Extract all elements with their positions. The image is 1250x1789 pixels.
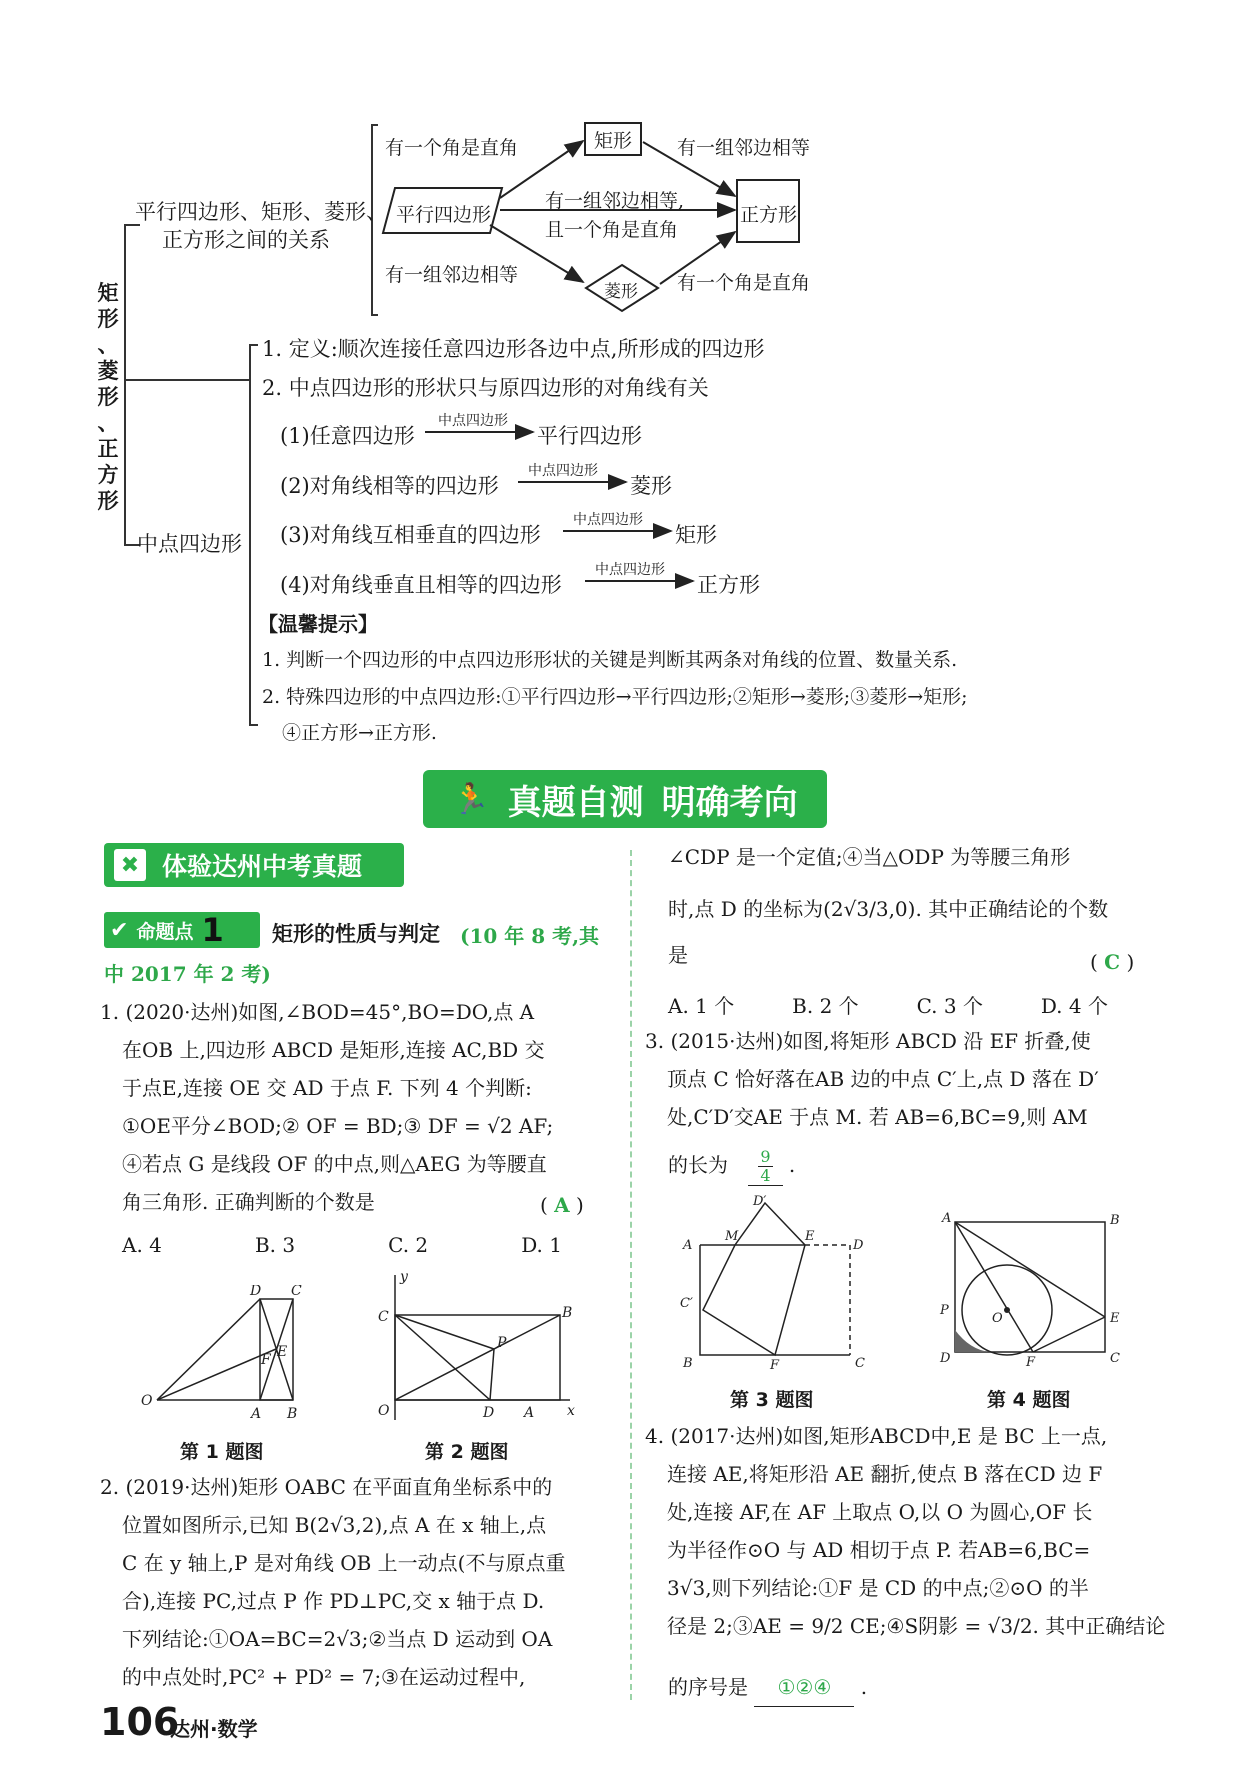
svg-text:y: y	[400, 1269, 408, 1285]
runner-icon: 🏃	[452, 781, 490, 817]
svg-text:E: E	[277, 1344, 288, 1360]
svg-text:C: C	[378, 1309, 389, 1325]
edge-para-rect-label: 有一个角是直角	[385, 137, 519, 159]
q1-option: D. 1	[521, 1233, 562, 1257]
q2-cont-line: 是	[668, 943, 688, 967]
topic-num: 1	[201, 911, 224, 949]
vchar: 矩	[97, 280, 119, 305]
figure-1	[135, 1285, 315, 1425]
svg-text:x: x	[567, 1403, 575, 1419]
fig2-caption: 第 2 题图	[425, 1441, 509, 1463]
q4-line: 4. (2017·达州)如图,矩形ABCD中,E 是 BC 上一点,	[645, 1424, 1108, 1448]
svg-text:A: A	[251, 1406, 262, 1422]
q4-line: 3√3,则下列结论:①F 是 CD 的中点;②⊙O 的半	[667, 1576, 1089, 1600]
column-divider	[630, 850, 632, 1700]
q2-line: 下列结论:①OA=BC=2√3;②当点 D 运动到 OA	[122, 1627, 553, 1651]
svg-text:E: E	[805, 1229, 815, 1244]
q1-options	[122, 1233, 562, 1257]
q1-text	[100, 993, 553, 1221]
q2-answer-letter: C	[1104, 950, 1121, 974]
svg-text:B: B	[683, 1356, 693, 1370]
q3-tail-text: 的长为	[668, 1153, 728, 1177]
case2-arrow-label: 中点四边形	[528, 463, 598, 479]
vchar: 、	[97, 332, 119, 357]
topic-badge	[104, 912, 260, 948]
q1-option: C. 2	[388, 1233, 429, 1257]
figure-2	[370, 1265, 580, 1425]
q2-line: 位置如图所示,已知 B(2√3,2),点 A 在 x 轴上,点	[122, 1513, 547, 1537]
q2-text	[100, 1468, 565, 1696]
q4-tail: 的序号是 ①②④ .	[668, 1668, 867, 1707]
section-banner	[423, 770, 827, 828]
svg-text:P: P	[940, 1303, 949, 1318]
fig4-caption: 第 4 题图	[987, 1389, 1071, 1411]
q1-line: 在OB 上,四边形 ABCD 是矩形,连接 AC,BD 交	[122, 1038, 545, 1062]
midpoint-definition: 1. 定义:顺次连接任意四边形各边中点,所形成的四边形	[262, 337, 765, 361]
fig3-caption: 第 3 题图	[730, 1389, 814, 1411]
case4-arrow-label: 中点四边形	[595, 562, 665, 578]
svg-text:D: D	[853, 1238, 864, 1253]
q2-option: B. 2 个	[792, 994, 859, 1018]
midpoint-title: 中点四边形	[137, 532, 242, 556]
q2-option: A. 1 个	[668, 994, 735, 1018]
svg-text:B: B	[1110, 1213, 1120, 1228]
q3-answer-den: 4	[760, 1165, 771, 1185]
q3-text	[645, 1022, 1099, 1136]
q1-answer-letter: A	[554, 1193, 570, 1217]
q4-line: 连接 AE,将矩形沿 AE 翻折,使点 B 落在CD 边 F	[667, 1462, 1103, 1486]
banner-right: 明确考向	[661, 782, 798, 823]
svg-text:C: C	[291, 1285, 302, 1299]
svg-text:M: M	[725, 1229, 739, 1244]
figure-3	[675, 1195, 885, 1370]
topic-tag: 命题点	[136, 920, 194, 943]
q3-line: 处,C′D′交AE 于点 M. 若 AB=6,BC=9,则 AM	[667, 1105, 1088, 1129]
q2-line: 的中点处时,PC² + PD² = 7;③在运动过程中,	[122, 1665, 526, 1689]
q2-cont-line: ∠CDP 是一个定值;④当△ODP 为等腰三角形	[668, 845, 1071, 869]
vchar: 方	[97, 462, 119, 487]
q4-text	[645, 1417, 1165, 1645]
svg-text:D: D	[483, 1405, 495, 1421]
q1-answer: ( A )	[540, 1193, 584, 1217]
svg-text:F: F	[1026, 1355, 1036, 1370]
svg-text:A: A	[683, 1238, 693, 1253]
q1-line: ①OE平分∠BOD;② OF = BD;③ DF = √2 AF;	[122, 1114, 554, 1138]
q3-tail: 的长为 $\frac{9}{4}$ .	[668, 1146, 796, 1185]
section-tag-label: 体验达州中考真题	[162, 852, 363, 881]
figure-4	[930, 1210, 1130, 1370]
midpoint-shape-note: 2. 中点四边形的形状只与原四边形的对角线有关	[262, 376, 709, 400]
q1-option: A. 4	[122, 1233, 162, 1257]
q1-line: 于点E,连接 OE 交 AD 于点 F. 下列 4 个判断:	[122, 1076, 532, 1100]
svg-text:A: A	[524, 1405, 535, 1421]
dice-icon: ✖	[114, 849, 146, 881]
book-name: 达州·数学	[170, 1717, 258, 1741]
case1-to: 平行四边形	[537, 424, 642, 448]
q4-line: 处,连接 AF,在 AF 上取点 O,以 O 为圆心,OF 长	[667, 1500, 1093, 1524]
q4-tail-text: 的序号是	[668, 1675, 748, 1699]
vchar: 形	[97, 384, 119, 409]
svg-text:O: O	[378, 1403, 390, 1419]
case1-from: (1)任意四边形	[280, 424, 415, 448]
svg-text:F: F	[770, 1358, 780, 1370]
case4-to: 正方形	[697, 573, 760, 597]
edge-rect-square-label: 有一组邻边相等	[677, 137, 811, 159]
fig1-caption: 第 1 题图	[180, 1441, 264, 1463]
vchar: 形	[97, 306, 119, 331]
tip-1: 1. 判断一个四边形的中点四边形形状的关键是判断其两条对角线的位置、数量关系.	[262, 649, 958, 671]
svg-text:B: B	[562, 1305, 573, 1321]
node-square: 正方形	[740, 204, 798, 226]
q4-line: 为半径作⊙O 与 AD 相切于点 P. 若AB=6,BC=	[667, 1538, 1091, 1562]
case4-from: (4)对角线垂直且相等的四边形	[280, 573, 562, 597]
topic-title: 矩形的性质与判定	[272, 922, 440, 946]
case3-arrow-label: 中点四边形	[573, 512, 643, 528]
check-icon: ✔	[110, 917, 129, 943]
vchar: 正	[97, 436, 119, 461]
q1-line: 角三角形. 正确判断的个数是	[122, 1190, 375, 1214]
q2-option: C. 3 个	[916, 994, 983, 1018]
q3-answer-num: 9	[760, 1146, 771, 1166]
svg-text:C: C	[1110, 1351, 1120, 1366]
svg-text:B: B	[287, 1406, 298, 1422]
q2-option: D. 4 个	[1040, 994, 1108, 1018]
node-rectangle: 矩形	[594, 130, 633, 152]
topic-stats-1: (10 年 8 考,其	[460, 924, 600, 948]
q1-line: ④若点 G 是线段 OF 的中点,则△AEG 为等腰直	[122, 1152, 547, 1176]
q2-answer: ( C )	[1090, 950, 1135, 974]
svg-text:P: P	[497, 1335, 507, 1351]
q3-answer	[748, 1148, 782, 1186]
case3-to: 矩形	[675, 523, 717, 547]
svg-text:E: E	[1110, 1311, 1120, 1326]
q1-line: 1. (2020·达州)如图,∠BOD=45°,BO=DO,点 A	[100, 1000, 535, 1024]
q2-line: C 在 y 轴上,P 是对角线 OB 上一动点(不与原点重	[122, 1551, 566, 1575]
svg-text:C′: C′	[680, 1296, 693, 1311]
relation-title-line2: 正方形之间的关系	[162, 228, 330, 252]
tip-title: 【温馨提示】	[258, 612, 378, 636]
svg-text:D: D	[940, 1351, 951, 1366]
topic-stats-2: 中 2017 年 2 考)	[104, 962, 271, 986]
case2-from: (2)对角线相等的四边形	[280, 474, 499, 498]
q2-cont-line: 时,点 D 的坐标为(2√3/3,0). 其中正确结论的个数	[668, 897, 1109, 921]
case3-from: (3)对角线互相垂直的四边形	[280, 523, 541, 547]
edge-rhombus-square-label: 有一个角是直角	[677, 272, 811, 294]
q1-option: B. 3	[254, 1233, 296, 1257]
tip-2b: ④正方形→正方形.	[282, 722, 437, 744]
svg-text:O: O	[992, 1311, 1003, 1326]
q4-answer: ①②④	[754, 1668, 854, 1707]
svg-text:D: D	[250, 1285, 262, 1299]
banner-left: 真题自测	[507, 782, 644, 823]
vchar: 菱	[97, 358, 119, 383]
q4-line: 径是 2;③AE = 9/2 CE;④S阴影 = √3/2. 其中正确结论	[667, 1614, 1166, 1638]
vchar: 、	[97, 410, 119, 435]
case2-to: 菱形	[630, 474, 672, 498]
edge-para-square-label2: 且一个角是直角	[545, 219, 679, 241]
q2-line: 2. (2019·达州)矩形 OABC 在平面直角坐标系中的	[100, 1475, 553, 1499]
edge-para-square-label1: 有一组邻边相等,	[545, 190, 685, 212]
node-rhombus: 菱形	[604, 282, 638, 302]
relation-title-line1: 平行四边形、矩形、菱形、	[135, 200, 387, 224]
q2-line: 合),连接 PC,过点 P 作 PD⊥PC,交 x 轴于点 D.	[122, 1589, 545, 1613]
section-tag	[104, 843, 404, 887]
svg-text:F: F	[261, 1352, 271, 1368]
page-number: 106	[100, 1700, 180, 1744]
q2-options	[668, 990, 1108, 1019]
case1-arrow-label: 中点四边形	[438, 413, 508, 429]
node-parallelogram: 平行四边形	[396, 204, 492, 226]
svg-text:C: C	[855, 1356, 865, 1370]
vertical-chapter-title	[95, 280, 121, 514]
edge-para-rhombus-label: 有一组邻边相等	[385, 264, 519, 286]
q3-line: 3. (2015·达州)如图,将矩形 ABCD 沿 EF 折叠,使	[645, 1029, 1091, 1053]
vchar: 形	[97, 488, 119, 513]
q3-line: 顶点 C 恰好落在AB 边的中点 C′上,点 D 落在 D′	[667, 1067, 1099, 1091]
svg-text:D′: D′	[753, 1195, 767, 1209]
svg-text:A: A	[942, 1211, 952, 1226]
svg-text:O: O	[141, 1393, 153, 1409]
tip-2a: 2. 特殊四边形的中点四边形:①平行四边形→平行四边形;②矩形→菱形;③菱形→矩形;	[262, 686, 968, 708]
q2-continuation	[668, 838, 1108, 974]
